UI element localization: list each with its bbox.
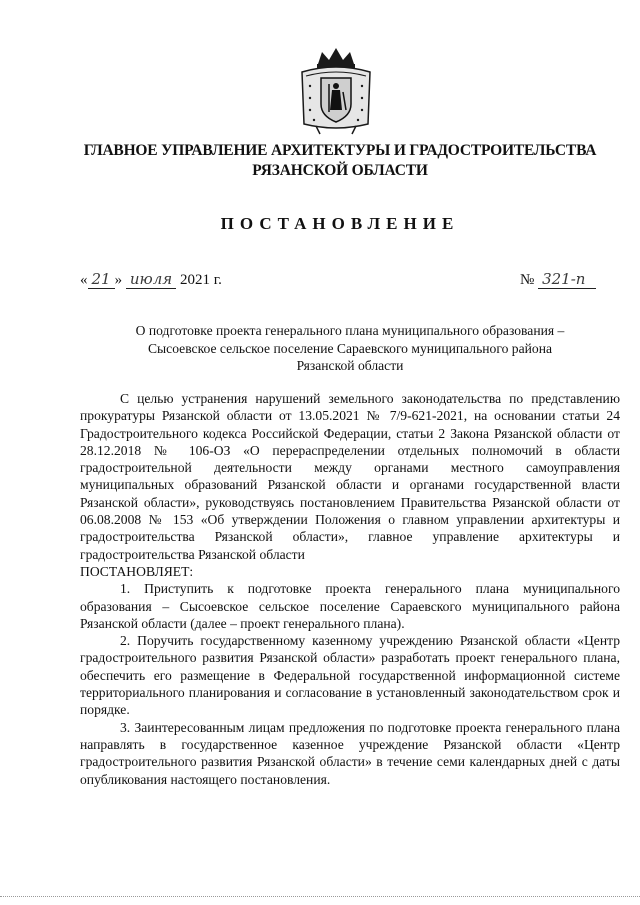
decree-item-1: 1. Приступить к подготовке проекта генерального плана муниципального образования – Сысоевское сельское поселение Сараевского муниципального района Рязанской области (далее – проект генерального плана). [80, 581, 620, 631]
document-subject [80, 322, 620, 375]
date-year: 2021 г. [179, 272, 222, 288]
document-body [80, 390, 620, 788]
subject-line: Рязанской области [296, 358, 404, 373]
decree-item-2: 2. Поручить государственному казенному учреждению Рязанской области «Центр градостроительного развития Рязанской области» разработать проект генерального плана, обеспечить его размещение в Федеральной государственной информационной системе территориального планирования и согласование в установленный законодательством срок и порядке. [80, 633, 620, 718]
subject-line: О подготовке проекта генерального плана муниципального образования – [135, 323, 565, 338]
organization-name-line2: РЯЗАНСКОЙ ОБЛАСТИ [252, 162, 428, 179]
date-open-quote: « [80, 272, 88, 288]
subject-line: Сысоевское сельское поселение Сараевского муниципального района [147, 340, 552, 356]
document-type-title: ПОСТАНОВЛЕНИЕ [220, 214, 460, 233]
preamble-paragraph: С целью устранения нарушений земельного законодательства по представлению прокуратуры Рязанской области от 13.05.2021 № 7/9-621-2021, на основании статьи 24 Градостроительного кодекса Российской Федерации, статьи 2 Закона Рязанской области от 28.12.2018 № 106-ОЗ «О перераспределении отдельных полномочий в области градостроительной деятельности между органами местного самоуправления муниципальных образований Рязанской области и органами государственной власти Рязанской области», руководствуясь постановлением Правительства Рязанской области от 06.08.2008 № 153 «Об утверждении Положения о главном управлении архитектуры и градостроительства Рязанской области», главное управление архитектуры и градостроительства Рязанской области [80, 391, 620, 562]
date-month: июля [126, 270, 176, 289]
number-value: 321-п [538, 270, 596, 289]
number-prefix: № [520, 272, 535, 288]
date-day: 21 [88, 270, 115, 289]
page-bottom-rule [0, 896, 640, 897]
decree-word: ПОСТАНОВЛЯЕТ: [80, 563, 194, 579]
document-number [520, 270, 596, 289]
date-close-quote: » [114, 272, 123, 288]
coat-of-arms-icon [296, 44, 376, 136]
document-date [80, 270, 222, 289]
decree-item-3: 3. Заинтересованным лицам предложения по подготовке проекта генерального плана направлять в государственное казенное учреждение Рязанской области «Центр градостроительного развития Рязанской области» в течение семи календарных дней с даты опубликования настоящего постановления. [80, 719, 620, 787]
organization-name-line1: ГЛАВНОЕ УПРАВЛЕНИЕ АРХИТЕКТУРЫ И ГРАДОСТРОИТЕЛЬСТВА [83, 142, 597, 159]
